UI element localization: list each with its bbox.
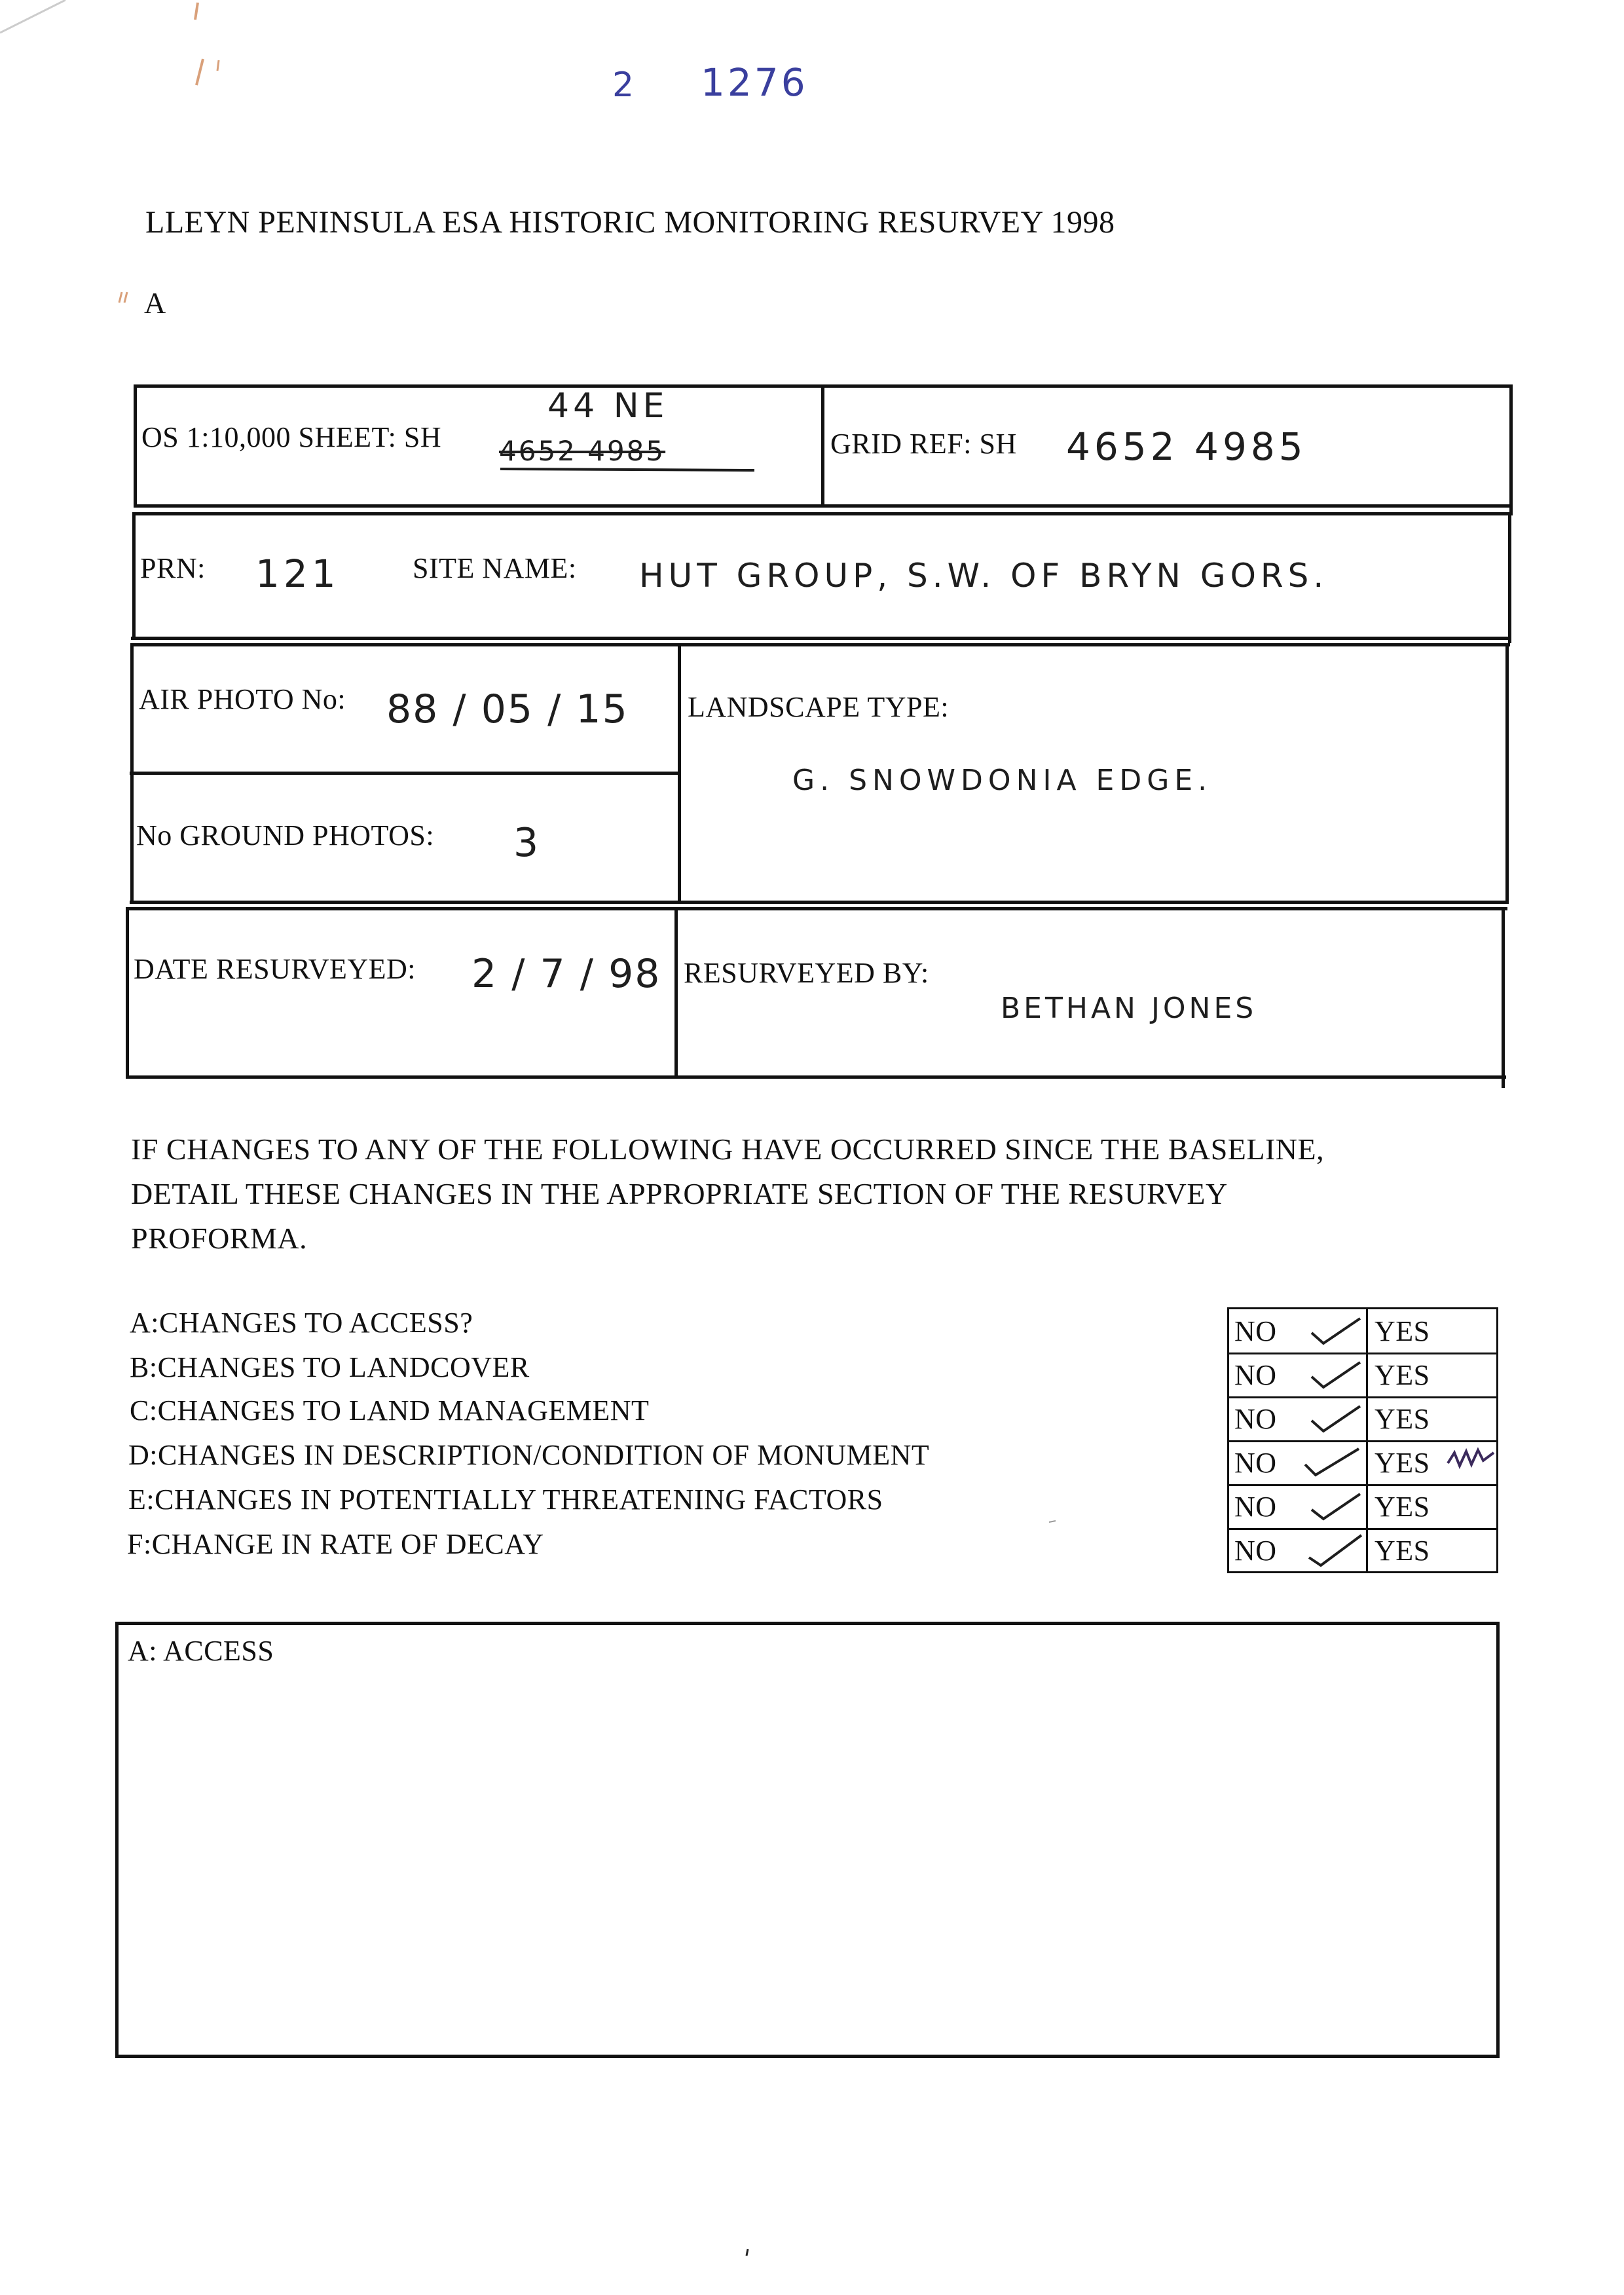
yes-no-row-e — [1229, 1485, 1496, 1530]
form-rule — [130, 901, 1509, 904]
no-option[interactable]: NO — [1234, 1315, 1277, 1347]
prn-label: PRN: — [140, 552, 206, 584]
access-section-box[interactable] — [115, 1622, 1500, 2058]
change-question-b: B:CHANGES TO LANDCOVER — [130, 1351, 530, 1383]
landscape-type-label: LANDSCAPE TYPE: — [688, 691, 950, 723]
os-sheet-label: OS 1:10,000 SHEET: SH — [141, 421, 442, 453]
checkmark-icon — [1308, 1357, 1363, 1392]
form-rule — [1508, 512, 1511, 643]
no-option[interactable]: NO — [1234, 1491, 1277, 1523]
resurveyed-by-label: RESURVEYED BY: — [684, 957, 929, 989]
page-title: LLEYN PENINSULA ESA HISTORIC MONITORING RESURVEY 1998 — [145, 205, 1115, 240]
checkmark-icon — [1308, 1489, 1363, 1524]
form-rule — [1502, 907, 1505, 1088]
form-rule — [134, 512, 1513, 515]
checkmark-icon — [1305, 1531, 1364, 1569]
underline-stroke — [498, 464, 760, 474]
no-option[interactable]: NO — [1234, 1447, 1277, 1479]
landscape-type-value: G. SNOWDONIA EDGE. — [792, 764, 1213, 797]
yes-no-row-c — [1229, 1397, 1496, 1442]
date-resurveyed-value: 2 / 7 / 98 — [471, 951, 661, 997]
resurveyed-by-value: BETHAN JONES — [1001, 992, 1257, 1025]
yes-option[interactable]: YES — [1375, 1535, 1430, 1567]
change-question-f: F:CHANGE IN RATE OF DECAY — [127, 1528, 544, 1560]
yes-option[interactable]: YES — [1375, 1403, 1430, 1435]
change-question-c: C:CHANGES TO LAND MANAGEMENT — [130, 1394, 650, 1427]
form-rule — [128, 907, 1507, 910]
checkmark-icon — [1308, 1313, 1363, 1349]
form-rule — [131, 637, 1511, 640]
yes-option[interactable]: YES — [1375, 1491, 1430, 1523]
yes-no-row-b — [1229, 1353, 1496, 1398]
yes-no-row-d — [1229, 1441, 1496, 1486]
change-question-d: D:CHANGES IN DESCRIPTION/CONDITION OF MONUMENT — [128, 1439, 930, 1471]
os-sheet-crossed-out: 4652 4985 — [499, 435, 666, 467]
form-rule — [678, 643, 681, 903]
form-rule — [126, 1075, 1506, 1079]
yes-no-table — [1227, 1307, 1498, 1573]
reference-number: 1276 — [701, 60, 808, 105]
no-option[interactable]: NO — [1234, 1403, 1277, 1435]
prn-value: 121 — [255, 551, 340, 596]
form-rule — [130, 643, 134, 903]
yes-option[interactable]: YES — [1375, 1315, 1430, 1347]
section-letter: A — [144, 286, 166, 320]
instructions-line-2: DETAIL THESE CHANGES IN THE APPROPRIATE SECTION OF THE RESURVEY — [131, 1177, 1228, 1210]
edge-marks — [157, 0, 236, 92]
instructions-line-1: IF CHANGES TO ANY OF THE FOLLOWING HAVE OCCURRED SINCE THE BASELINE, — [131, 1132, 1325, 1166]
grid-ref-label: GRID REF: SH — [830, 428, 1017, 460]
access-section-label: A: ACCESS — [128, 1635, 274, 1667]
yes-no-row-f — [1229, 1529, 1496, 1572]
ground-photos-label: No GROUND PHOTOS: — [136, 819, 435, 851]
change-question-e: E:CHANGES IN POTENTIALLY THREATENING FACTORS — [128, 1483, 883, 1516]
site-name-label: SITE NAME: — [413, 552, 577, 584]
stray-dot — [1048, 1518, 1058, 1526]
checkmark-icon — [1301, 1445, 1363, 1480]
date-resurveyed-label: DATE RESURVEYED: — [134, 953, 416, 985]
site-name-value: HUT GROUP, S.W. OF BRYN GORS. — [639, 557, 1329, 595]
stray-dot — [744, 2248, 752, 2258]
form-rule — [126, 907, 129, 1079]
no-option[interactable]: NO — [1234, 1535, 1277, 1567]
yes-option[interactable]: YES — [1375, 1447, 1430, 1479]
form-rule — [674, 907, 678, 1079]
os-sheet-value: 44 NE — [547, 386, 669, 426]
form-rule — [134, 384, 137, 508]
scribble-mark — [1445, 1444, 1498, 1476]
edge-tick-mark — [115, 288, 131, 308]
no-option[interactable]: NO — [1234, 1359, 1277, 1391]
form-rule — [1505, 643, 1509, 903]
yes-no-row-a — [1229, 1309, 1496, 1354]
instructions-line-3: PROFORMA. — [131, 1222, 308, 1255]
air-photo-value: 88 / 05 / 15 — [386, 686, 629, 732]
yes-option[interactable]: YES — [1375, 1359, 1430, 1391]
form-rule — [1509, 384, 1513, 515]
grid-ref-value: 4652 4985 — [1066, 424, 1307, 469]
top-annotation-mark: 2 — [612, 65, 638, 105]
change-question-a: A:CHANGES TO ACCESS? — [130, 1307, 473, 1339]
form-rule — [132, 512, 136, 639]
form-rule — [130, 772, 680, 775]
form-rule — [821, 384, 824, 508]
ground-photos-value: 3 — [513, 820, 543, 866]
checkmark-icon — [1308, 1401, 1363, 1436]
form-rule — [131, 643, 1510, 646]
air-photo-label: AIR PHOTO No: — [139, 683, 346, 715]
corner-mark — [0, 0, 79, 39]
